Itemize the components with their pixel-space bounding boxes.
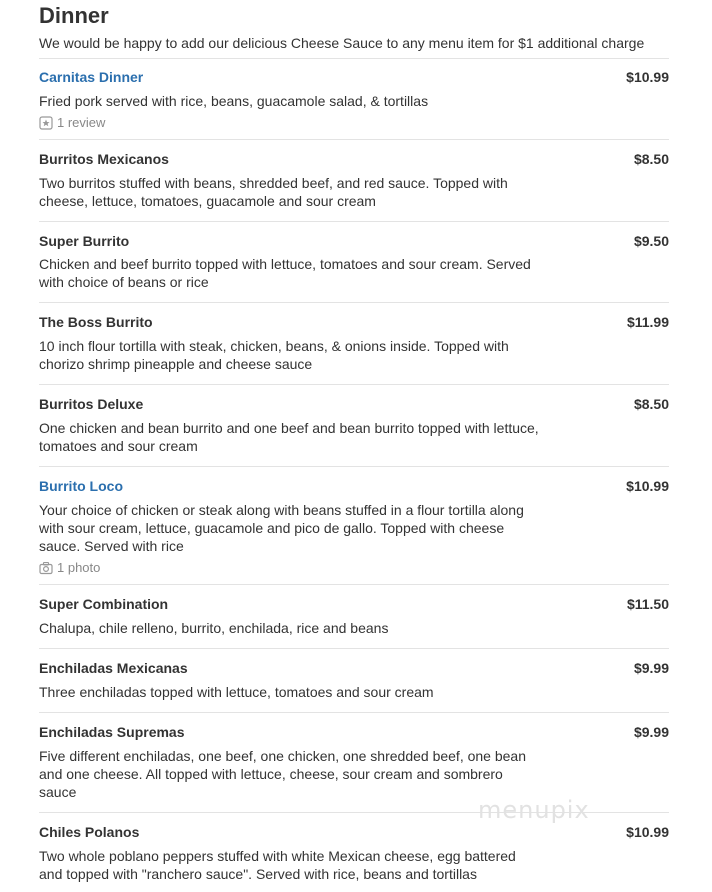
camera-icon [39, 561, 53, 575]
menu-item-price: $10.99 [626, 69, 669, 85]
menu-item-name: Super Combination [39, 596, 169, 612]
menu-item-description: Two burritos stuffed with beans, shredded beef, and red sauce. Topped with cheese, lettuce, tomatoes, guacamole and sour cream [39, 175, 508, 209]
divider [39, 58, 669, 59]
menu-item-name-link[interactable]: Burrito Loco [39, 478, 123, 494]
divider [39, 712, 669, 713]
menu-item-description: 10 inch flour tortilla with steak, chicken, beans, & onions inside. Topped with chorizo shrimp pineapple and cheese sauce [39, 338, 509, 372]
menu-item-price: $9.99 [633, 724, 669, 740]
menu-item-description: Chicken and beef burrito topped with lettuce, tomatoes and sour cream. Served with choice of beans or rice [39, 256, 531, 290]
menu-item-price: $8.50 [633, 151, 669, 167]
menu-item-name: Enchiladas Supremas [39, 724, 185, 740]
divider [39, 648, 669, 649]
section-note: We would be happy to add our delicious Cheese Sauce to any menu item for $1 additional charge [39, 35, 645, 51]
menu-item-description: Chalupa, chile relleno, burrito, enchilada, rice and beans [39, 620, 389, 636]
menu-item-name: Enchiladas Mexicanas [39, 660, 188, 676]
menu-item-description: Five different enchiladas, one beef, one chicken, one shredded beef, one bean and one cheese. All topped with lettuce, cheese, sour cream and sombrero sauce [39, 748, 526, 800]
menu-item-description: Your choice of chicken or steak along with beans stuffed in a flour tortilla along with sour cream, lettuce, guacamole and pico de gallo. Topped with cheese sauce. Served with rice [39, 502, 524, 554]
menu-item-price: $9.99 [633, 660, 669, 676]
divider [39, 139, 669, 140]
menu-item-description: Two whole poblano peppers stuffed with white Mexican cheese, egg battered and topped with "ranchero sauce". Served with rice, beans and tortillas [39, 848, 516, 882]
menu-item-name: Burritos Deluxe [39, 396, 144, 412]
menu-item-name-link[interactable]: Carnitas Dinner [39, 69, 144, 85]
menu-item-description: Three enchiladas topped with lettuce, tomatoes and sour cream [39, 684, 434, 700]
menu-item-name: The Boss Burrito [39, 314, 153, 330]
menu-item-description: Fried pork served with rice, beans, guacamole salad, & tortillas [39, 93, 429, 109]
review-star-icon [39, 116, 53, 130]
menu-item-price: $10.99 [626, 478, 669, 494]
menu-item-name: Super Burrito [39, 233, 130, 249]
section-title: Dinner [39, 3, 109, 28]
divider [39, 466, 669, 467]
menu-item-price: $11.50 [626, 596, 669, 612]
menu-item-price: $8.50 [633, 396, 669, 412]
photo-link[interactable] [39, 560, 100, 576]
divider [39, 384, 669, 385]
review-count: 1 review [57, 115, 106, 130]
menu-item-name: Burritos Mexicanos [39, 151, 169, 167]
menu-item-description: One chicken and bean burrito and one beef and bean burrito topped with lettuce, tomatoes and sour cream [39, 420, 539, 454]
review-link[interactable] [39, 115, 105, 131]
menu-item-price: $10.99 [626, 824, 669, 840]
menu-item-price: $9.50 [633, 233, 669, 249]
divider [39, 302, 669, 303]
photo-count: 1 photo [57, 560, 101, 575]
divider [39, 584, 669, 585]
menupix-watermark: menupix [478, 796, 590, 824]
menu-item-name: Chiles Polanos [39, 824, 140, 840]
divider [39, 221, 669, 222]
menu-item-price: $11.99 [626, 314, 669, 330]
